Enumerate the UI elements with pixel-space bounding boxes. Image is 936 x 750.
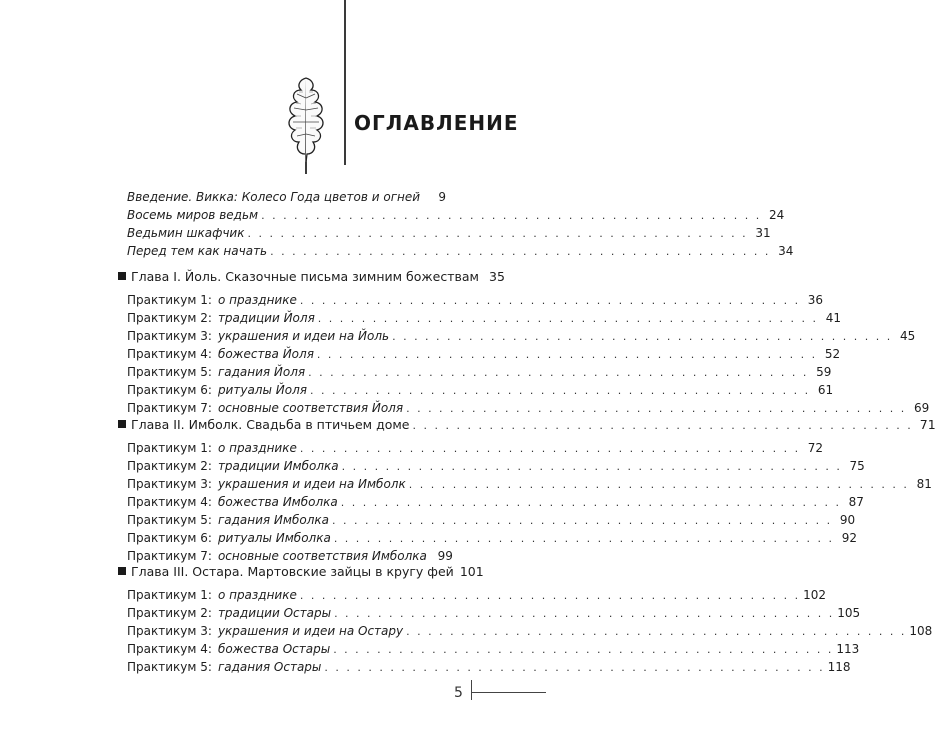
toc-leader-dots: . . . . . . . . . . . . . . . . . . . . . . . . . . . . . . . . . . . . . . . . . . . . . . xyxy=(406,625,907,638)
toc-page-number: 101 xyxy=(459,564,484,579)
toc-practicum-number: Практикум 2: xyxy=(127,606,212,620)
toc-practicum-entry[interactable] xyxy=(127,345,841,363)
toc-leader-dots: . . . . . . . . . . . . . . . . . . . . . . . . . . . . . . . . . . . . . . . . . . . . . . xyxy=(317,312,818,325)
toc-page-number: 35 xyxy=(489,269,505,284)
toc-leader-dots: . . . . . . . . . . . . . . . . . . . . . . . . . . . . . . . . . . . . . . . . . . . . . . xyxy=(412,419,913,432)
oak-leaf-icon xyxy=(273,70,339,180)
toc-page-number: 24 xyxy=(769,208,785,222)
toc-practicum-topic: основные соответствия Имболка xyxy=(217,549,427,563)
toc-page-number: 36 xyxy=(807,293,824,307)
header-divider-line xyxy=(344,0,346,165)
toc-practicum-topic: украшения и идеи на Йоль xyxy=(217,329,390,343)
toc-practicum-topic: ритуалы Йоля xyxy=(217,383,307,397)
square-bullet-icon xyxy=(118,567,126,575)
toc-page-number: 99 xyxy=(437,549,453,563)
toc-leader-dots: . . . . . . . . . . . . . . . . . . . . . . . . . . . . . . . . . . . . . . . . . . . . . . xyxy=(299,442,801,455)
toc-practicum-topic: о празднике xyxy=(217,441,297,455)
toc-leader-dots: . . . . . . . . . . . . . . . . . . . . . . . . . . . . . . . . . . . . . . . . . . . . . . xyxy=(392,330,893,343)
toc-practicum-number: Практикум 5: xyxy=(127,365,212,379)
toc-page-number: 52 xyxy=(824,347,841,361)
toc-practicum-topic: божества Остары xyxy=(217,642,331,656)
toc-practicum-entry[interactable] xyxy=(127,511,856,529)
square-bullet-icon xyxy=(118,272,126,280)
toc-practicum-topic: гадания Имболка xyxy=(217,513,329,527)
toc-practicum-topic: божества Имболка xyxy=(217,495,338,509)
toc-chapter-entry[interactable] xyxy=(118,268,505,286)
toc-page-number: 72 xyxy=(807,441,824,455)
toc-practicum-topic: украшения и идеи на Имболк xyxy=(217,477,406,491)
toc-leader-dots: . . . . . . . . . . . . . . . . . . . . . . . . . . . . . . . . . . . . . . . . . . . . . . xyxy=(406,402,907,415)
toc-practicum-entry[interactable] xyxy=(127,622,933,640)
toc-page-number: 61 xyxy=(817,383,834,397)
page-number: 5 xyxy=(454,685,463,701)
toc-entry-title: Восемь миров ведьм xyxy=(127,208,259,222)
toc-practicum-entry[interactable] xyxy=(127,604,861,622)
toc-entry-title: Ведьмин шкафчик xyxy=(127,226,245,240)
toc-page-number: 113 xyxy=(836,642,860,656)
toc-page-number: 92 xyxy=(841,531,858,545)
toc-practicum-number: Практикум 2: xyxy=(127,311,212,325)
toc-practicum-number: Практикум 5: xyxy=(127,513,212,527)
toc-practicum-entry[interactable] xyxy=(127,529,858,547)
toc-practicum-entry[interactable] xyxy=(127,327,916,345)
toc-leader-dots: . . . . . . . . . . . . . . . . . . . . . . . . . . . . . . . . . . . . . . . . . . . . . . xyxy=(334,607,835,620)
page-title: ОГЛАВЛЕНИЕ xyxy=(354,111,519,135)
toc-leader-dots: . . . . . . . . . . . . . . . . . . . . . . . . . . . . . . . . . . . . . . . . . . . . . . xyxy=(299,294,801,307)
toc-practicum-number: Практикум 1: xyxy=(127,293,212,307)
toc-practicum-topic: гадания Остары xyxy=(217,660,322,674)
toc-practicum-topic: основные соответствия Йоля xyxy=(217,401,404,415)
toc-leader-dots: . . . . . . . . . . . . . . . . . . . . . . . . . . . . . . . . . . . . . . . . . . . . . . xyxy=(270,245,771,258)
toc-entry-title: Введение. Викка: Колесо Года цветов и огней xyxy=(127,190,421,204)
toc-practicum-topic: о празднике xyxy=(217,588,297,602)
toc-practicum-entry[interactable] xyxy=(127,475,932,493)
toc-page-number: 90 xyxy=(839,513,856,527)
toc-practicum-entry[interactable] xyxy=(127,457,865,475)
toc-practicum-number: Практикум 1: xyxy=(127,441,212,455)
toc-page-number: 81 xyxy=(916,477,932,491)
toc-chapter-title: Глава II. Имболк. Свадьба в птичьем доме xyxy=(131,417,410,432)
toc-practicum-number: Практикум 3: xyxy=(127,624,212,638)
toc-page-number: 9 xyxy=(438,190,447,204)
toc-practicum-number: Практикум 4: xyxy=(127,642,212,656)
toc-practicum-topic: ритуалы Имболка xyxy=(217,531,331,545)
toc-page-number: 31 xyxy=(755,226,771,240)
toc-page-number: 59 xyxy=(816,365,832,379)
toc-practicum-entry[interactable] xyxy=(127,493,864,511)
toc-practicum-entry[interactable] xyxy=(127,658,851,676)
toc-intro-entry[interactable] xyxy=(127,206,785,224)
toc-practicum-entry[interactable] xyxy=(127,586,826,604)
toc-chapter-entry[interactable] xyxy=(118,416,936,434)
toc-practicum-topic: божества Йоля xyxy=(217,347,314,361)
toc-practicum-topic: о празднике xyxy=(217,293,297,307)
toc-practicum-number: Практикум 7: xyxy=(127,401,212,415)
toc-leader-dots: . . . . . . . . . . . . . . . . . . . . . . . . . . . . . . . . . . . . . . . . . . . . . . xyxy=(324,661,825,674)
toc-page-number: 87 xyxy=(848,495,864,509)
toc-practicum-entry[interactable] xyxy=(127,399,930,417)
toc-practicum-entry[interactable] xyxy=(127,439,824,457)
toc-chapter-entry[interactable] xyxy=(118,563,484,581)
toc-leader-dots: . . . . . . . . . . . . . . . . . . . . . . . . . . . . . . . . . . . . . . . . . . . . . . xyxy=(299,589,801,602)
toc-page-number: 71 xyxy=(919,417,936,432)
toc-page-number: 105 xyxy=(837,606,861,620)
toc-practicum-entry[interactable] xyxy=(127,363,832,381)
toc-page-number: 118 xyxy=(827,660,851,674)
square-bullet-icon xyxy=(118,420,126,428)
toc-practicum-number: Практикум 3: xyxy=(127,477,212,491)
toc-leader-dots: . . . . . . . . . . . . . . . . . . . . . . . . . . . . . . . . . . . . . . . . . . . . . . xyxy=(331,514,833,527)
toc-practicum-number: Практикум 1: xyxy=(127,588,212,602)
toc-leader-dots: . . . . . . . . . . . . . . . . . . . . . . . . . . . . . . . . . . . . . . . . . . . . . . xyxy=(341,460,842,473)
toc-practicum-number: Практикум 5: xyxy=(127,660,212,674)
toc-chapter-title: Глава III. Остара. Мартовские зайцы в кругу фей xyxy=(131,564,454,579)
toc-page-number: 102 xyxy=(803,588,826,602)
toc-practicum-number: Практикум 3: xyxy=(127,329,212,343)
toc-leader-dots: . . . . . . . . . . . . . . . . . . . . . . . . . . . . . . . . . . . . . . . . . . . . . . xyxy=(247,227,748,240)
toc-page-number: 45 xyxy=(900,329,916,343)
toc-leader-dots: . . . . . . . . . . . . . . . . . . . . . . . . . . . . . . . . . . . . . . . . . . . . . . xyxy=(316,348,818,361)
toc-page-number: 41 xyxy=(825,311,841,325)
toc-leader-dots: . . . . . . . . . . . . . . . . . . . . . . . . . . . . . . . . . . . . . . . . . . . . . . xyxy=(333,532,835,545)
toc-practicum-number: Практикум 6: xyxy=(127,531,212,545)
toc-leader-dots: . . . . . . . . . . . . . . . . . . . . . . . . . . . . . . . . . . . . . . . . . . . . . . xyxy=(309,384,811,397)
toc-page-number: 69 xyxy=(914,401,930,415)
toc-intro-entry[interactable] xyxy=(127,242,794,260)
toc-intro-entry[interactable] xyxy=(127,224,771,242)
toc-leader-dots: . . . . . . . . . . . . . . . . . . . . . . . . . . . . . . . . . . . . . . . . . . . . . . xyxy=(408,478,909,491)
toc-leader-dots: . . . . . . . . . . . . . . . . . . . . . . . . . . . . . . . . . . . . . . . . . . . . . . xyxy=(261,209,762,222)
toc-practicum-topic: традиции Имболка xyxy=(217,459,339,473)
toc-practicum-topic: гадания Йоля xyxy=(217,365,306,379)
toc-practicum-number: Практикум 6: xyxy=(127,383,212,397)
toc-practicum-topic: традиции Остары xyxy=(217,606,332,620)
toc-leader-dots: . . . . . . . . . . . . . . . . . . . . . . . . . . . . . . . . . . . . . . . . . . . . . . xyxy=(340,496,841,509)
toc-page-number: 34 xyxy=(778,244,794,258)
toc-page-number: 108 xyxy=(909,624,933,638)
toc-practicum-number: Практикум 2: xyxy=(127,459,212,473)
toc-entry-title: Перед тем как начать xyxy=(127,244,268,258)
toc-page-number: 75 xyxy=(849,459,865,473)
toc-practicum-topic: украшения и идеи на Остару xyxy=(217,624,404,638)
toc-leader-dots: . . . . . . . . . . . . . . . . . . . . . . . . . . . . . . . . . . . . . . . . . . . . . . xyxy=(308,366,809,379)
toc-practicum-entry[interactable] xyxy=(127,381,834,399)
toc-practicum-entry[interactable] xyxy=(127,309,841,327)
toc-practicum-number: Практикум 4: xyxy=(127,495,212,509)
toc-intro-entry[interactable] xyxy=(127,188,447,206)
toc-practicum-entry[interactable] xyxy=(127,291,824,309)
toc-practicum-entry[interactable] xyxy=(127,640,860,658)
footer-line xyxy=(471,692,546,693)
toc-practicum-number: Практикум 4: xyxy=(127,347,212,361)
toc-practicum-number: Практикум 7: xyxy=(127,549,212,563)
footer-tick xyxy=(471,680,472,700)
toc-leader-dots: . . . . . . . . . . . . . . . . . . . . . . . . . . . . . . . . . . . . . . . . . . . . . . xyxy=(333,643,834,656)
toc-practicum-topic: традиции Йоля xyxy=(217,311,315,325)
toc-chapter-title: Глава I. Йоль. Сказочные письма зимним божествам xyxy=(131,269,479,284)
